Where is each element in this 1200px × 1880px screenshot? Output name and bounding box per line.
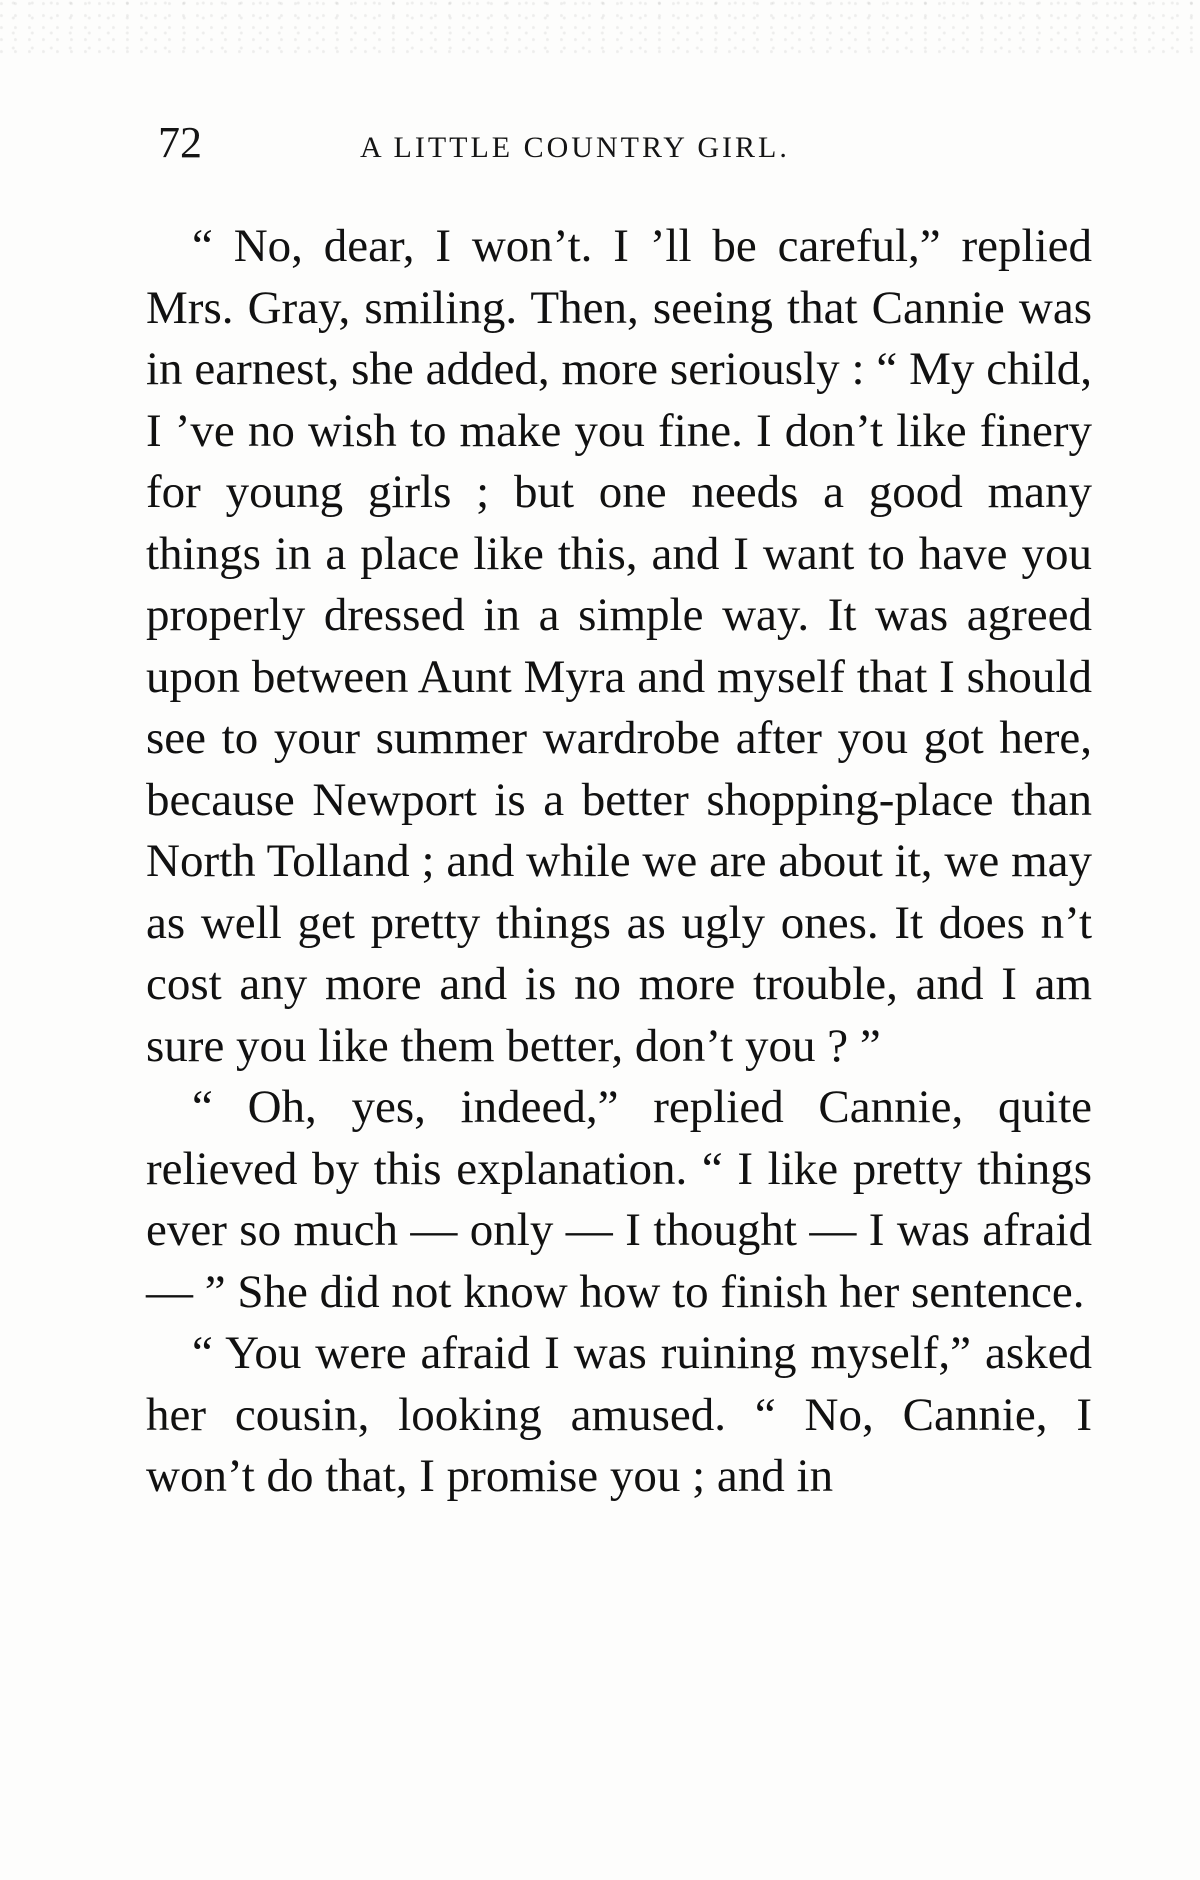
body-text — [146, 216, 1092, 1508]
paragraph-3: “ You were afraid I was ruining myself,” asked her cousin, looking amused. “ No, Cannie, I won’t do that, I promise you ; and in — [146, 1327, 1092, 1502]
paragraph-2: “ Oh, yes, indeed,” replied Cannie, quite relieved by this explanation. “ I like pretty things ever so much — only — I thought — I was afraid — ” She did not know how to finish her sentence. — [146, 1081, 1092, 1318]
page-number: 72 — [158, 118, 202, 167]
book-title: A LITTLE COUNTRY GIRL. — [360, 131, 790, 164]
paragraph-1: “ No, dear, I won’t. I ’ll be careful,” replied Mrs. Gray, smiling. Then, seeing that Cannie was in earnest, she added, more seriously : “ My child, I ’ve no wish to make you fine. I don’t like finery for young girls ; but one needs a good many things in a place like this, and I want to have you properly dressed in a simple way. It was agreed upon between Aunt Myra and myself that I should see to your summer wardrobe after you got here, because Newport is a better shopping-place than North Tolland ; and while we are about it, we may as well get pretty things as ugly ones. It does n’t cost any more and is no more trouble, and I am sure you like them better, don’t you ? ” — [146, 220, 1092, 1072]
running-header — [150, 118, 910, 168]
page-top-speckle — [0, 0, 1200, 60]
